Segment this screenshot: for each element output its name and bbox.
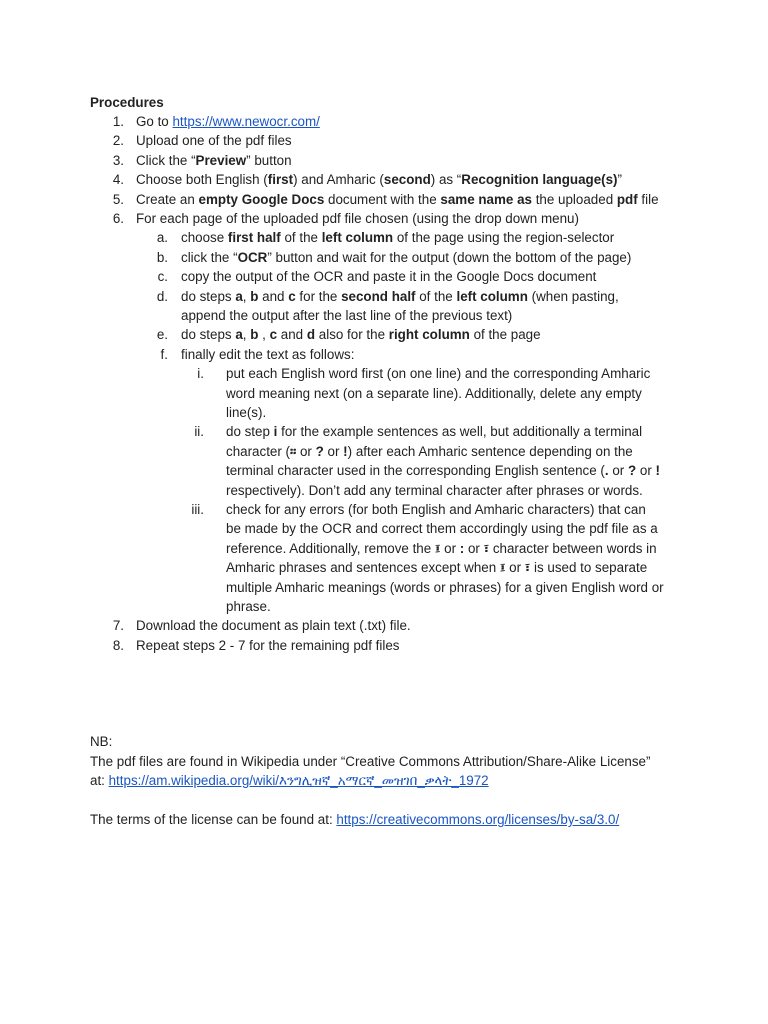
substep-letter: e. xyxy=(156,327,168,343)
step-6 xyxy=(136,209,579,228)
substep-e-bold-text: c xyxy=(269,327,278,343)
roman-step-ii-text: respectively). Don’t add any terminal character after phrases or words. xyxy=(226,482,643,498)
roman-step-ii-text: do step xyxy=(226,424,274,440)
substep-d-text: , xyxy=(242,288,251,304)
substep-e-text: do steps xyxy=(181,327,236,343)
step-5-text: Create an xyxy=(136,191,199,207)
substep-d-text: append the output after the last line of the previous text) xyxy=(181,308,513,323)
step-1-text: Go to xyxy=(136,114,173,129)
step-4 xyxy=(136,170,622,189)
roman-step-ii-text: for the example sentences as well, but additionally a terminal xyxy=(277,424,643,440)
substep-e-text: , xyxy=(242,327,251,343)
substep-e-bold-text: a xyxy=(235,327,243,343)
substep-d-bold-text: c xyxy=(288,288,296,304)
nb-label: NB: xyxy=(90,734,113,749)
roman-number: i. xyxy=(197,366,204,382)
step-4-bold-text: first xyxy=(267,172,294,188)
step-4-text: ) and Amharic ( xyxy=(293,172,384,188)
roman-step-iii-text: be made by the OCR and correct them accordingly using the pdf file as a xyxy=(226,521,658,537)
roman-step-iii xyxy=(226,539,657,558)
substep-letter: a. xyxy=(156,230,168,246)
license-terms-line xyxy=(90,810,619,829)
step-5-bold-text: pdf xyxy=(616,191,638,207)
roman-step-iii xyxy=(226,500,646,519)
step-number: 1. xyxy=(112,114,124,129)
roman-step-ii-text: or xyxy=(608,463,628,479)
step-1 xyxy=(136,112,320,131)
step-number: 2. xyxy=(112,133,124,149)
step-7 xyxy=(136,616,411,635)
step-7-text: Download the document as plain text (.txt) file. xyxy=(136,618,411,634)
roman-step-ii-bold-text: ! xyxy=(655,463,660,479)
substep-e-bold-text: right column xyxy=(388,327,470,343)
step-4-bold-text: second xyxy=(383,172,431,188)
substep-e-text: and xyxy=(277,327,307,343)
substep-d xyxy=(181,306,512,325)
step-number: 7. xyxy=(112,618,124,634)
procedures-heading: Procedures xyxy=(90,95,164,110)
roman-step-iii xyxy=(226,597,271,616)
roman-step-ii-bold-text: . xyxy=(604,463,609,479)
substep-a xyxy=(181,228,614,247)
substep-d-bold-text: a xyxy=(235,288,243,304)
substep-letter: f. xyxy=(160,346,168,362)
roman-step-iii-text: Amharic phrases and sentences except when xyxy=(226,560,500,576)
wikipedia-link[interactable]: https://am.wikipedia.org/wiki/እንግሊዝኛ_አማርኛ_መዝገበ_ቃላት_1972 xyxy=(108,773,489,788)
step-3-text: Click the “ xyxy=(136,152,196,168)
roman-step-iii xyxy=(226,578,664,597)
step-number: 6. xyxy=(112,211,124,226)
roman-step-ii-text: ) after each Amharic sentence depending on the xyxy=(347,443,633,459)
step-4-text: ) as “ xyxy=(430,172,462,188)
substep-d xyxy=(181,287,619,306)
substep-e-bold-text: b xyxy=(250,327,259,343)
substep-d-text: and xyxy=(258,288,289,304)
step-2 xyxy=(136,131,292,150)
step-4-bold-text: Recognition language(s) xyxy=(461,172,618,188)
step-3-text: ” button xyxy=(246,152,292,168)
roman-step-ii xyxy=(226,422,642,441)
substep-d-bold-text: second half xyxy=(341,288,416,304)
step-5-bold-text: same name as xyxy=(440,191,532,207)
substep-a-text: of the page using the region-selector xyxy=(393,230,615,246)
roman-step-iii-bold-text: ፣ xyxy=(524,560,531,576)
roman-step-iii xyxy=(226,519,658,538)
roman-step-iii-text: or xyxy=(440,540,460,556)
nb-at-prefix: at: xyxy=(90,773,109,788)
roman-step-ii-text: character ( xyxy=(226,443,290,459)
roman-step-ii-bold-text: i xyxy=(273,424,278,440)
step-number: 5. xyxy=(112,191,124,207)
substep-c-text: copy the output of the OCR and paste it in the Google Docs document xyxy=(181,269,597,285)
step-1-link[interactable]: https://www.newocr.com/ xyxy=(172,114,320,129)
step-5-bold-text: empty Google Docs xyxy=(198,191,325,207)
roman-step-ii-bold-text: ? xyxy=(627,463,637,479)
substep-f-text: finally edit the text as follows: xyxy=(181,346,355,362)
roman-step-ii-bold-text: ! xyxy=(343,443,348,459)
substep-letter: b. xyxy=(156,249,168,265)
step-2-text: Upload one of the pdf files xyxy=(136,133,292,149)
nb-wikipedia-line xyxy=(90,771,489,790)
substep-b-bold-text: OCR xyxy=(237,249,268,265)
step-8-text: Repeat steps 2 - 7 for the remaining pdf files xyxy=(136,637,400,653)
substep-e-bold-text: d xyxy=(306,327,316,343)
substep-b-text: click the “ xyxy=(181,249,238,265)
step-5-text: the uploaded xyxy=(531,191,617,207)
roman-step-iii-text: or xyxy=(464,540,484,556)
roman-step-iii-bold-text: ፤ xyxy=(434,540,441,556)
roman-step-i xyxy=(226,384,642,403)
roman-step-iii-text: is used to separate xyxy=(530,560,648,576)
roman-step-iii-text: phrase. xyxy=(226,599,271,614)
license-terms-prefix: The terms of the license can be found at: xyxy=(90,812,337,827)
step-5-text: file xyxy=(637,191,659,207)
step-3 xyxy=(136,151,292,170)
step-5 xyxy=(136,190,659,209)
roman-step-ii xyxy=(226,461,660,480)
roman-number: iii. xyxy=(191,502,204,517)
step-number: 3. xyxy=(112,152,124,168)
roman-step-i-text: word meaning next (on a separate line). Additionally, delete any empty xyxy=(226,385,642,401)
substep-e xyxy=(181,325,541,344)
roman-step-ii-bold-text: ? xyxy=(315,443,324,459)
roman-step-iii-bold-text: ፣ xyxy=(483,540,490,556)
roman-step-ii-text: or xyxy=(323,443,344,459)
substep-e-text: , xyxy=(258,327,270,343)
substep-a-text: of the xyxy=(280,230,322,246)
substep-d-text: do steps xyxy=(181,288,236,304)
substep-e-text: of the page xyxy=(469,327,541,343)
substep-a-text: choose xyxy=(181,230,228,246)
roman-step-i-text: put each English word first (on one line) and the corresponding Amharic xyxy=(226,366,651,382)
substep-d-bold-text: left column xyxy=(456,288,528,304)
substep-letter: c. xyxy=(157,269,168,285)
roman-step-ii xyxy=(226,442,633,461)
roman-step-ii-text: terminal character used in the corresponding English sentence ( xyxy=(226,463,605,479)
substep-c xyxy=(181,267,596,286)
roman-step-iii-text: check for any errors (for both English and Amharic characters) that can xyxy=(226,502,646,517)
step-number: 4. xyxy=(112,172,124,188)
substep-b-text: ” button and wait for the output (down the bottom of the page) xyxy=(267,249,632,265)
substep-f xyxy=(181,345,354,364)
roman-step-iii-bold-text: : xyxy=(459,540,465,556)
substep-d-text: (when pasting, xyxy=(527,288,619,304)
substep-letter: d. xyxy=(156,288,168,304)
step-8 xyxy=(136,636,400,655)
roman-number: ii. xyxy=(194,424,204,440)
step-6-text: For each page of the uploaded pdf file chosen (using the drop down menu) xyxy=(136,211,579,226)
roman-step-ii-bold-text: ። xyxy=(290,443,297,459)
roman-step-ii xyxy=(226,481,643,500)
roman-step-iii-text: reference. Additionally, remove the xyxy=(226,540,435,556)
nb-license-text: The pdf files are found in Wikipedia under “Creative Commons Attribution/Share-Alike License” xyxy=(90,754,651,769)
step-number: 8. xyxy=(112,637,124,653)
roman-step-iii-text: or xyxy=(505,560,525,576)
substep-d-bold-text: b xyxy=(250,288,259,304)
roman-step-ii-text: or xyxy=(636,463,656,479)
roman-step-i xyxy=(226,364,650,383)
substep-d-text: of the xyxy=(415,288,457,304)
step-3-bold-text: Preview xyxy=(195,152,247,168)
roman-step-iii xyxy=(226,558,647,577)
step-5-text: document with the xyxy=(324,191,441,207)
substep-a-bold-text: first half xyxy=(227,230,281,246)
step-4-text: ” xyxy=(617,172,622,188)
roman-step-i-text: line(s). xyxy=(226,405,267,420)
roman-step-ii-text: or xyxy=(296,443,316,459)
roman-step-iii-bold-text: ፤ xyxy=(499,560,506,576)
roman-step-iii-text: multiple Amharic meanings (words or phrases) for a given English word or xyxy=(226,579,664,595)
substep-a-bold-text: left column xyxy=(321,230,394,246)
roman-step-iii-text: character between words in xyxy=(489,540,657,556)
substep-e-text: also for the xyxy=(315,327,389,343)
roman-step-i xyxy=(226,403,266,422)
substep-b xyxy=(181,248,631,267)
substep-d-text: for the xyxy=(295,288,342,304)
step-4-text: Choose both English ( xyxy=(136,172,268,188)
creative-commons-link[interactable]: https://creativecommons.org/licenses/by-sa/3.0/ xyxy=(336,812,620,827)
